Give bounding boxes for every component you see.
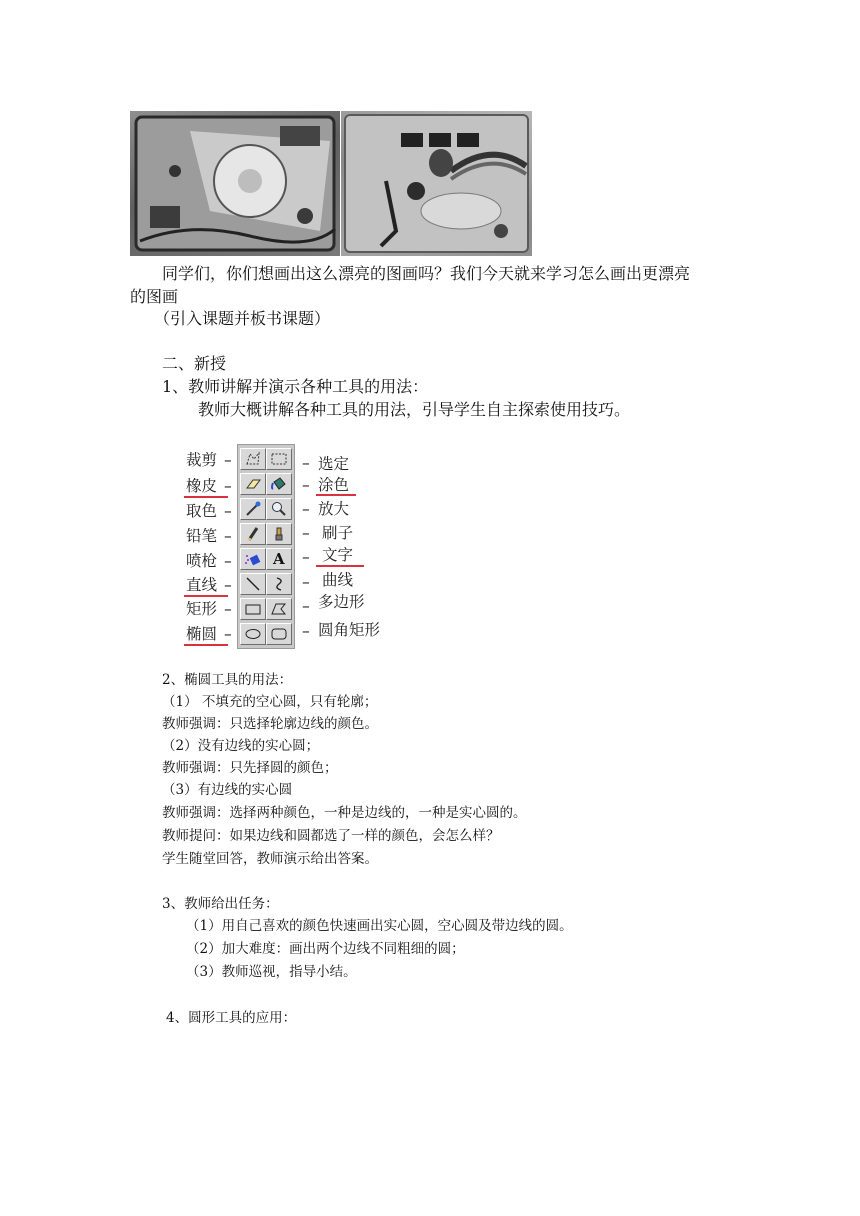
select-button[interactable] <box>266 448 292 470</box>
item2-line: （2）没有边线的实心圆； <box>162 738 320 754</box>
magnifier-button[interactable] <box>266 498 292 520</box>
dash: – <box>224 527 232 545</box>
underline-line <box>184 595 228 597</box>
rectangle-button[interactable] <box>240 598 266 620</box>
fill-button[interactable] <box>266 473 292 495</box>
line-icon <box>244 576 262 592</box>
airbrush-icon <box>244 551 262 567</box>
label-ellipse: 椭圆 <box>186 625 218 643</box>
ellipse-icon <box>244 626 262 642</box>
dash: – <box>302 548 310 566</box>
ellipse-button[interactable] <box>240 623 266 645</box>
dash: – <box>302 573 310 591</box>
item2-heading: 2、椭圆工具的用法： <box>162 672 293 688</box>
dash: – <box>302 476 310 494</box>
item2-line: 教师强调：只先择圆的颜色； <box>162 760 338 776</box>
eyedropper-button[interactable] <box>240 498 266 520</box>
free-select-button[interactable] <box>240 448 266 470</box>
label-select: 选定 <box>318 455 350 473</box>
label-color-picker: 取色 <box>186 502 218 520</box>
text-icon: A <box>273 550 285 568</box>
rounded-rectangle-button[interactable] <box>266 623 292 645</box>
label-crop: 裁剪 <box>186 451 218 469</box>
item1-heading: 1、教师讲解并演示各种工具的用法： <box>162 377 429 396</box>
label-pencil: 铅笔 <box>186 527 218 545</box>
brush-button[interactable] <box>266 523 292 545</box>
underline-text <box>316 565 364 567</box>
dash: – <box>302 597 310 615</box>
eraser-icon <box>244 476 262 492</box>
eraser-button[interactable] <box>240 473 266 495</box>
select-icon <box>270 451 288 467</box>
label-airbrush: 喷枪 <box>186 552 218 570</box>
dash: – <box>302 524 310 542</box>
item3-line: （2）加大难度：画出两个边线不同粗细的圆； <box>186 941 465 957</box>
label-line: 直线 <box>186 576 218 594</box>
rounded-rectangle-icon <box>270 626 288 642</box>
dash: – <box>224 451 232 469</box>
underline-eraser <box>184 496 228 498</box>
curve-button[interactable] <box>266 573 292 595</box>
magnifier-icon <box>270 501 288 517</box>
dash: – <box>302 622 310 640</box>
item2-line: 教师强调：只选择轮廓边线的颜色。 <box>162 716 378 732</box>
label-rectangle: 矩形 <box>186 600 218 618</box>
airbrush-button[interactable] <box>240 548 266 570</box>
item2-line: 学生随堂回答，教师演示给出答案。 <box>162 851 378 867</box>
label-curve: 曲线 <box>322 571 354 589</box>
text-button[interactable] <box>266 548 292 570</box>
underline-fill <box>316 494 356 496</box>
label-eraser: 橡皮 <box>186 477 218 495</box>
item1-description: 教师大概讲解各种工具的用法，引导学生自主探索使用技巧。 <box>198 400 631 419</box>
polygon-button[interactable] <box>266 598 292 620</box>
dash: – <box>302 500 310 518</box>
student-painting-photo-1 <box>130 111 340 256</box>
label-brush: 刷子 <box>322 524 354 542</box>
pencil-button[interactable] <box>240 523 266 545</box>
dash: – <box>224 625 232 643</box>
brush-icon <box>270 526 288 542</box>
item4-heading: 4、圆形工具的应用： <box>166 1010 297 1026</box>
pencil-icon <box>244 526 262 542</box>
item2-line: （1） 不填充的空心圆，只有轮廓； <box>162 694 378 710</box>
line-button[interactable] <box>240 573 266 595</box>
item2-line: （3）有边线的实心圆 <box>162 782 293 798</box>
paint-toolbox-figure <box>178 440 398 650</box>
painting-illustration-1 <box>130 111 340 256</box>
intro-paragraph-line2: 的图画 <box>130 287 179 306</box>
item2-line: 教师提问：如果边线和圆都选了一样的颜色，会怎么样？ <box>162 828 500 844</box>
fill-bucket-icon <box>270 476 288 492</box>
curve-icon <box>270 576 288 592</box>
dash: – <box>224 600 232 618</box>
student-painting-photo-2 <box>341 111 532 256</box>
intro-paragraph-line1: 同学们，你们想画出这么漂亮的图画吗？我们今天就来学习怎么画出更漂亮 <box>162 264 691 283</box>
label-polygon: 多边形 <box>318 593 365 611</box>
label-text: 文字 <box>322 546 354 564</box>
underline-ellipse <box>184 644 228 646</box>
item3-heading: 3、教师给出任务： <box>162 896 279 912</box>
dash: – <box>302 454 310 472</box>
label-magnifier: 放大 <box>318 500 350 518</box>
eyedropper-icon <box>244 501 262 517</box>
dash: – <box>224 502 232 520</box>
item2-line: 教师强调：选择两种颜色，一种是边线的，一种是实心圆的。 <box>162 805 527 821</box>
polygon-icon <box>270 601 288 617</box>
label-rounded-rectangle: 圆角矩形 <box>318 621 381 639</box>
section-heading: 二、新授 <box>162 354 227 373</box>
dash: – <box>224 477 232 495</box>
label-fill: 涂色 <box>318 476 350 494</box>
rectangle-icon <box>244 601 262 617</box>
dash: – <box>224 576 232 594</box>
dash: – <box>224 552 232 570</box>
item3-line: （1）用自己喜欢的颜色快速画出实心圆，空心圆及带边线的圆。 <box>186 918 573 934</box>
item3-line: （3）教师巡视，指导小结。 <box>186 964 357 980</box>
free-select-icon <box>244 451 262 467</box>
painting-illustration-2 <box>341 111 532 256</box>
intro-note: （引入课题并板书课题） <box>154 309 331 328</box>
